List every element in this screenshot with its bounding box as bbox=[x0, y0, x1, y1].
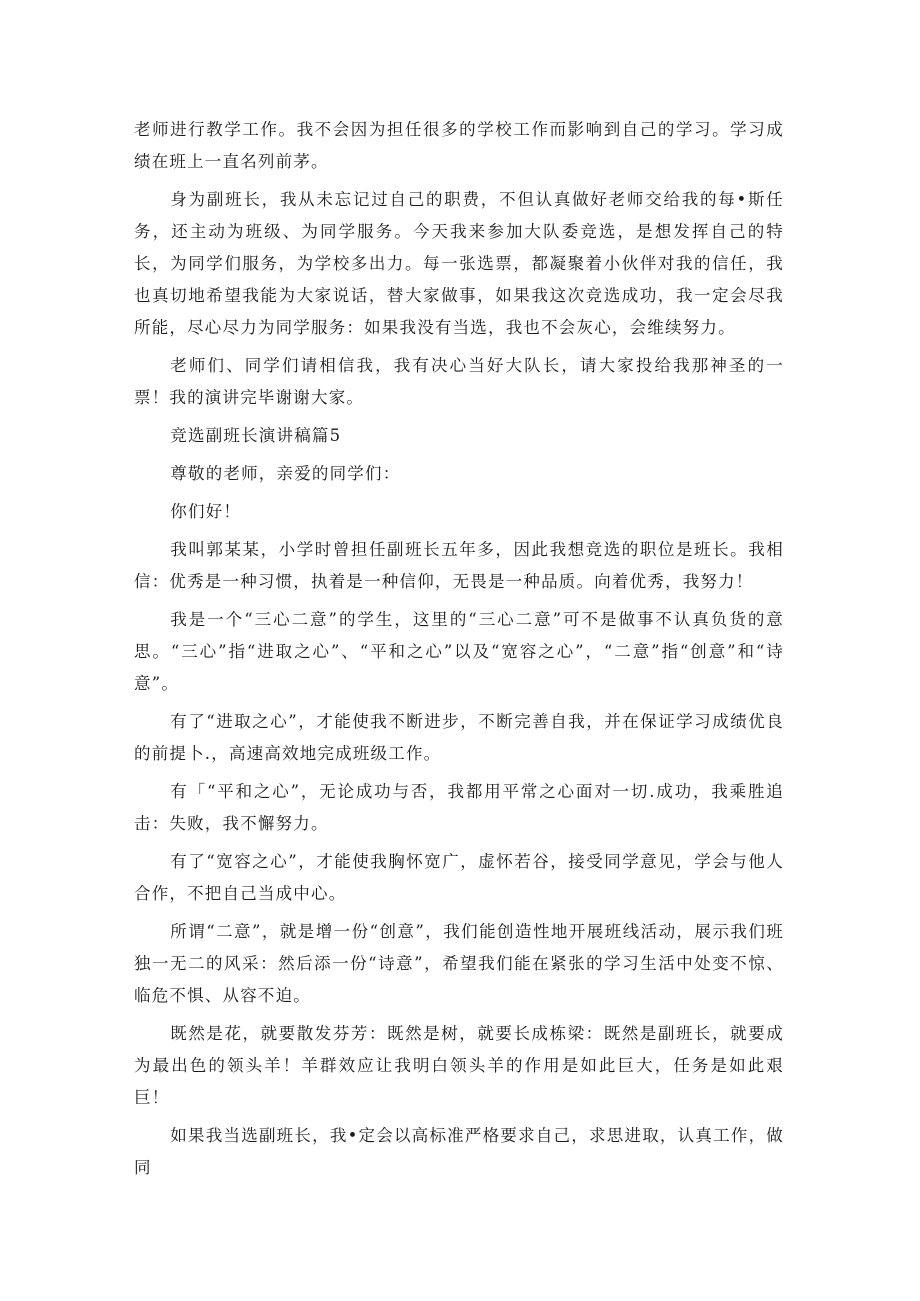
greeting: 你们好！ bbox=[170, 502, 242, 521]
paragraph-vice-monitor-duty: 身为副班长，我从未忘记过自己的职费，不但认真做好老师交给我的每•斯任务，还主动为班级、为同学服务。今天我来参加大队委竞选，是想发挥自己的特长，为同学们服务，为学校多出力。每一张选票，都凝聚着小伙伴对我的信任，我也真切地希望我能为大家说话，替大家做事，如果我这次竞选成功，我一定会尽我所能，尽心尽力为同学服务：如果我没有当选，我也不会灰心，会维续努力。 bbox=[134, 190, 784, 337]
paragraph-commitment: 如果我当选副班长，我•定会以高标准严格要求自己，求思进取，认真工作，做同 bbox=[134, 1126, 784, 1177]
document-body bbox=[134, 114, 784, 1184]
paragraph-progress-heart: 有了“进取之心”，才能使我不断进步，不断完善自我，并在保证学习成绩优良的前提卜.，高速高效地完成班级工作。 bbox=[134, 712, 784, 763]
paragraph-closing-appeal: 老师们、同学们请相信我，我有决心当好大队长，请大家投给我那神圣的一票！我的演讲完毕谢谢大家。 bbox=[134, 356, 784, 407]
paragraph-leader-sheep: 既然是花，就要散发芬芳：既然是树，就要长成栋梁：既然是副班长，就要成为最出色的领头羊！羊群效应让我明白领头羊的作用是如此巨大，任务是如此艰巨！ bbox=[134, 1024, 784, 1107]
paragraph-peace-heart: 有「“平和之心”，无论成功与否，我都用平常之心面对一切.成功，我乘胜追击：失败，我不懈努力。 bbox=[134, 782, 784, 833]
salutation: 尊敬的老师，亲爱的同学们： bbox=[170, 464, 401, 483]
section-title: 竞选副班长演讲稿篇5 bbox=[170, 426, 342, 445]
paragraph-introduction: 我叫郭某某，小学时曾担任副班长五年多，因此我想竞选的职位是班长。我相信：优秀是一种习惯，执着是一种信仰，无畏是一种品质。向着优秀，我努力！ bbox=[134, 540, 784, 591]
paragraph-two-intentions: 所谓“二意”，就是增一份“创意”，我们能创造性地开展班线活动，展示我们班独一无二的风采：然后添一份“诗意”，希望我们能在紧张的学习生活中处变不惊、临危不惧、从容不迫。 bbox=[134, 922, 784, 1005]
paragraph-continuation: 老师进行教学工作。我不会因为担任很多的学校工作而影响到自己的学习。学习成绩在班上一直名列前茅。 bbox=[134, 120, 784, 171]
paragraph-three-hearts: 我是一个“三心二意”的学生，这里的“三心二意”可不是做事不认真负货的意思。“三心”指“进取之心”、“平和之心”以及“宽容之心”，“二意”指“创意”和“诗意”。 bbox=[134, 610, 784, 693]
paragraph-tolerance-heart: 有了“宽容之心”，才能使我胸怀宽广，虚怀若谷，接受同学意见，学会与他人合作，不把自己当成中心。 bbox=[134, 852, 784, 903]
